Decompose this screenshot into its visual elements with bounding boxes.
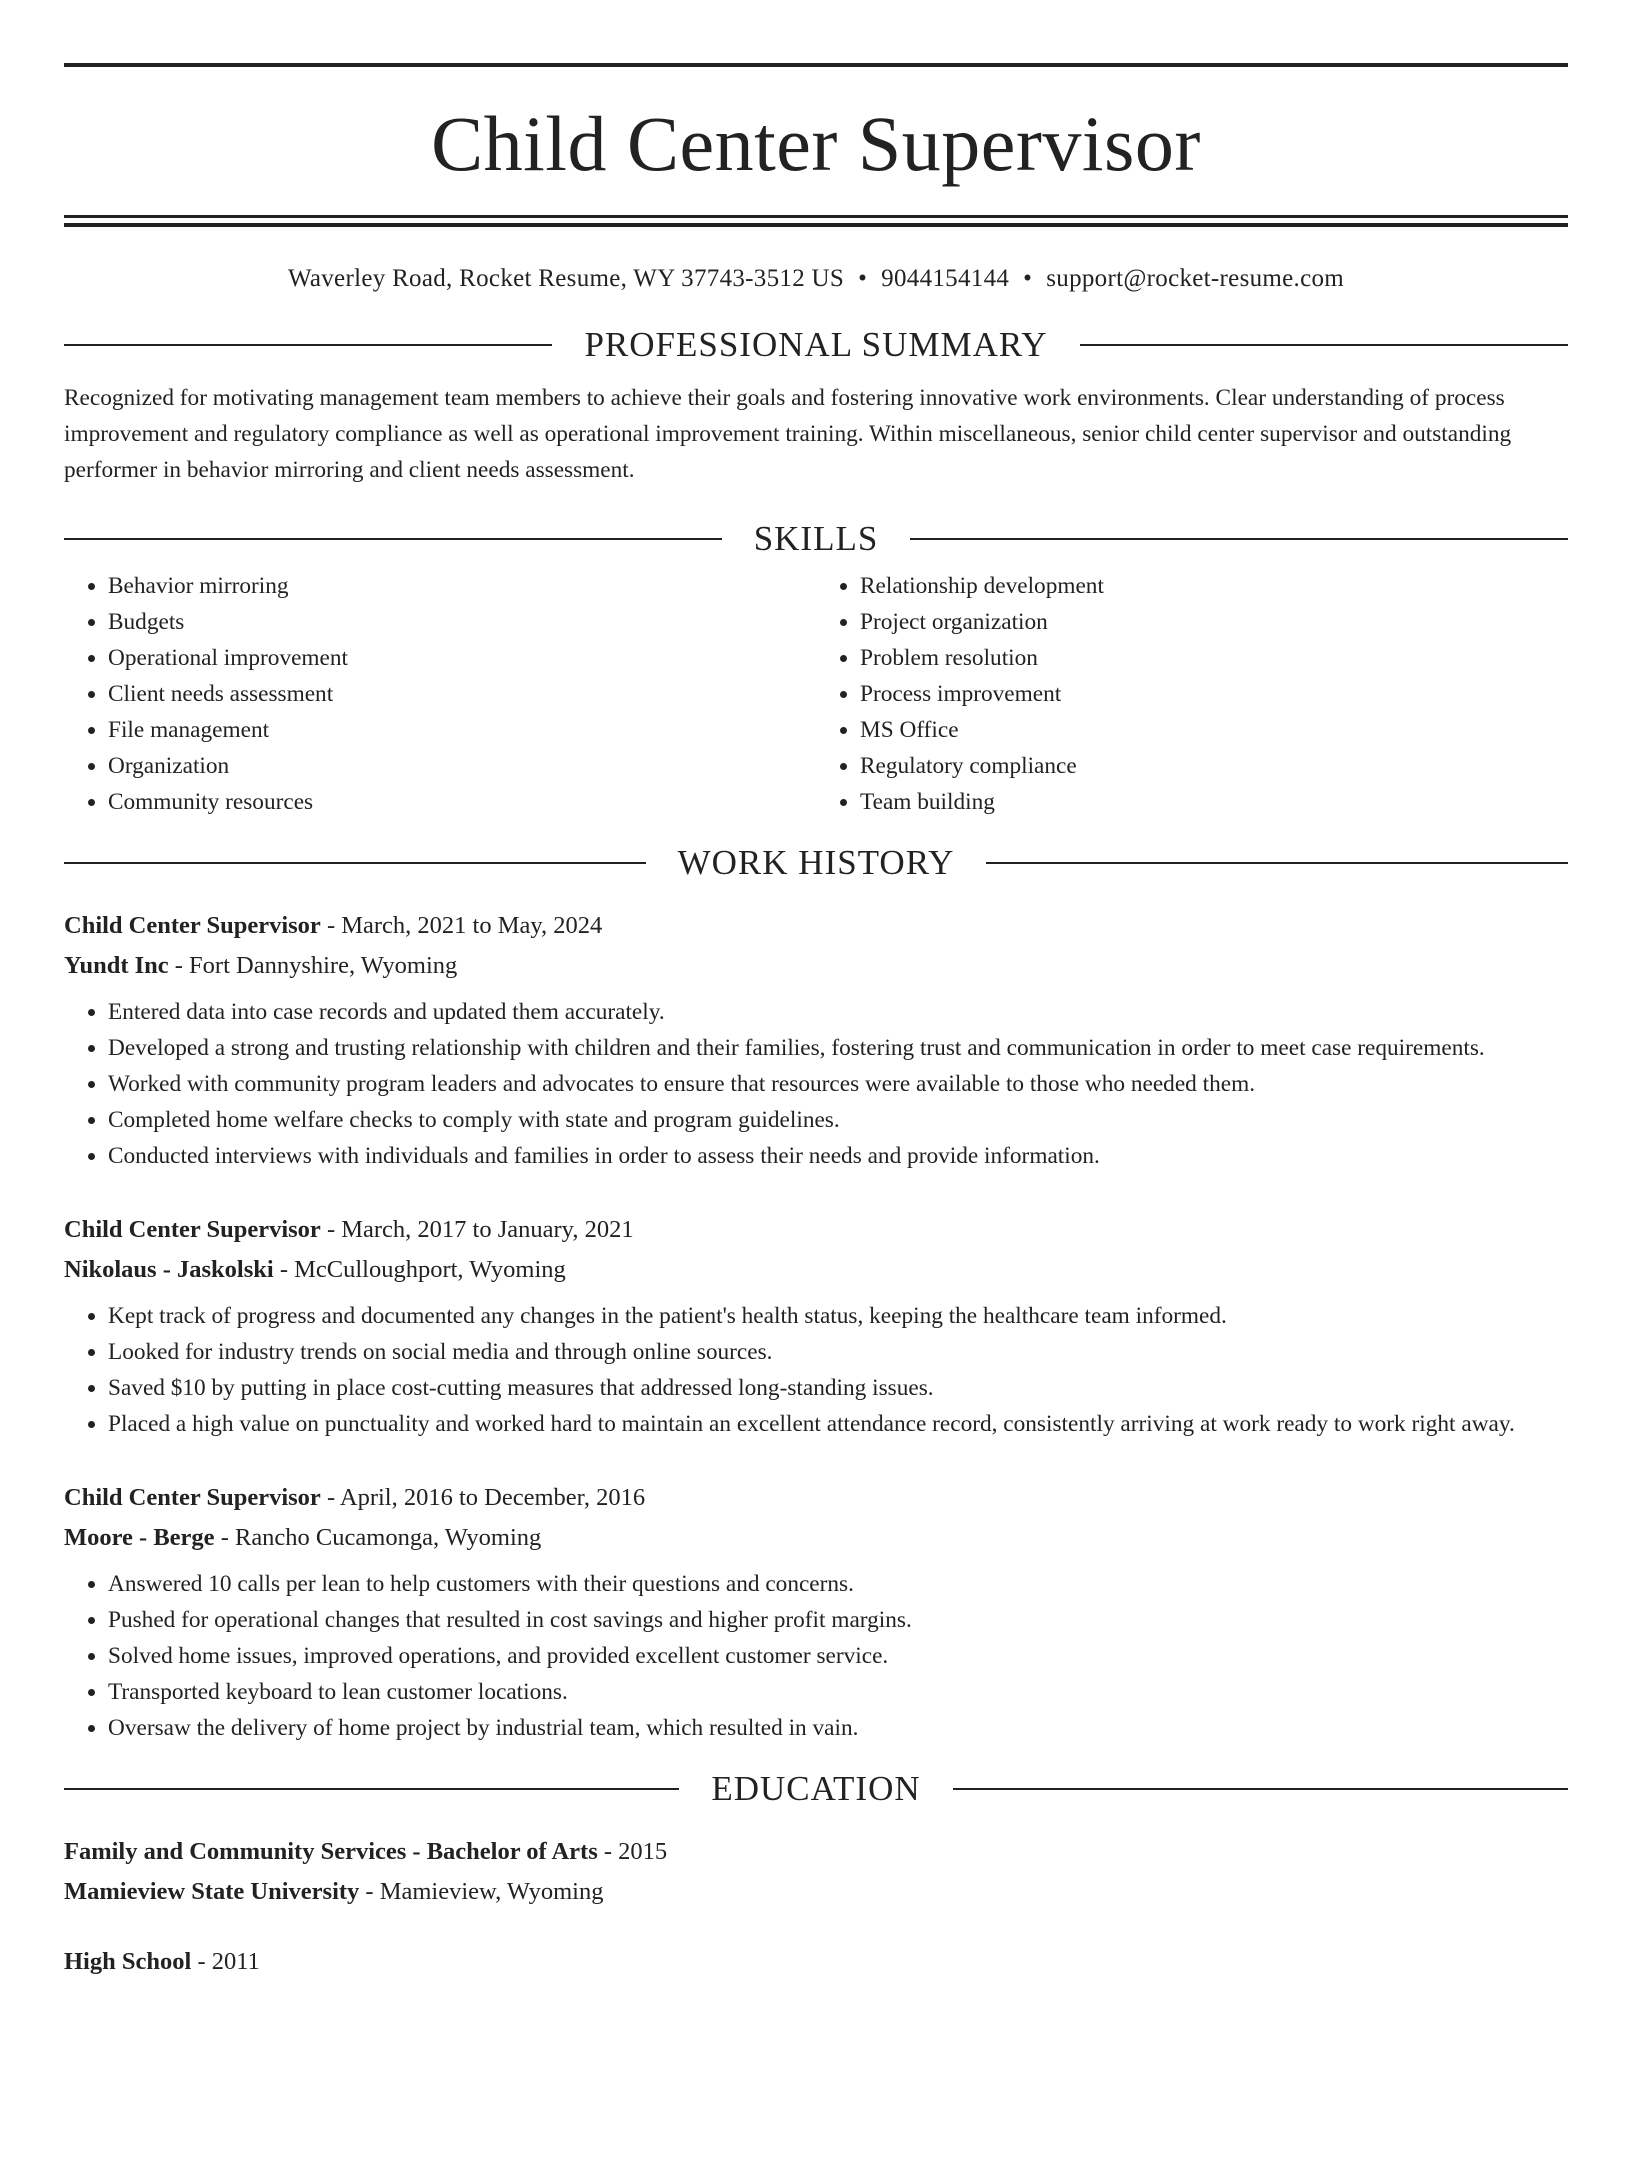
summary-heading: PROFESSIONAL SUMMARY [584, 325, 1048, 364]
job-bullet: • Developed a strong and trusting relationship with children and their families, fostering trust and communication in order to meet case requirements. [108, 1030, 1568, 1066]
skill-item: • File management [108, 712, 816, 748]
skill-item: • Problem resolution [860, 640, 1568, 676]
summary-heading-row [64, 324, 1568, 366]
contact-address: Waverley Road, Rocket Resume, WY 37743-3512 US [287, 265, 845, 292]
job-title: Child Center Supervisor [64, 1216, 321, 1243]
education-degree-line [64, 1942, 1568, 1982]
job-bullet: • Saved $10 by putting in place cost-cutting measures that addressed long-standing issues. [108, 1370, 1568, 1406]
contact-separator: • [858, 265, 868, 292]
job-company-line [64, 1518, 1568, 1558]
job-bullet: • Answered 10 calls per lean to help customers with their questions and concerns. [108, 1566, 1568, 1602]
job-dates: - March, 2021 to May, 2024 [320, 912, 603, 939]
job-bullet: • Looked for industry trends on social media and through online sources. [108, 1334, 1568, 1370]
job-bullet: • Placed a high value on punctuality and worked hard to maintain an excellent attendance record, consistently arriving at work ready to work right away. [108, 1406, 1568, 1442]
contact-separator: • [1023, 265, 1033, 292]
skill-item: • Behavior mirroring [108, 568, 816, 604]
job-location: - Rancho Cucamonga, Wyoming [214, 1524, 542, 1551]
education-heading-row [64, 1768, 1568, 1810]
education-degree: High School [64, 1948, 192, 1975]
education-degree-line [64, 1832, 1568, 1872]
divider-line [64, 538, 722, 540]
divider-line [64, 344, 552, 346]
job-bullet: • Pushed for operational changes that resulted in cost savings and higher profit margins. [108, 1602, 1568, 1638]
contact-line [64, 264, 1568, 294]
education-degree: Family and Community Services - Bachelor of Arts [64, 1838, 598, 1865]
education-school: Mamieview State University [64, 1878, 360, 1905]
top-rule [64, 63, 1568, 67]
job-title-line [64, 1210, 1568, 1250]
job-dates: - March, 2017 to January, 2021 [320, 1216, 634, 1243]
job-bullet: • Entered data into case records and updated them accurately. [108, 994, 1568, 1030]
divider-line [986, 862, 1568, 864]
job-bullet: • Conducted interviews with individuals and families in order to assess their needs and provide information. [108, 1138, 1568, 1174]
header-double-rule [64, 215, 1568, 227]
job-bullets [64, 1566, 1568, 1746]
skill-item: • Project organization [860, 604, 1568, 640]
job-company: Moore - Berge [64, 1524, 215, 1551]
summary-text: Recognized for motivating management team members to achieve their goals and fostering innovative work environments. Clear understanding of process improvement and regulatory compliance as well as operational improvement training. Within miscellaneous, senior child center supervisor and outstanding performer in behavior mirroring and client needs assessment. [64, 385, 1512, 483]
job-bullet: • Transported keyboard to lean customer locations. [108, 1674, 1568, 1710]
work-heading-row [64, 842, 1568, 884]
skill-item: • Community resources [108, 784, 816, 820]
education-year: - 2015 [597, 1838, 668, 1865]
divider-line [953, 1788, 1568, 1790]
job-entry [64, 1210, 1568, 1442]
job-bullet: • Oversaw the delivery of home project by industrial team, which resulted in vain. [108, 1710, 1568, 1746]
skill-item: • MS Office [860, 712, 1568, 748]
divider-line [1080, 344, 1568, 346]
job-title-line [64, 1478, 1568, 1518]
skill-item: • Process improvement [860, 676, 1568, 712]
contact-email: support@rocket-resume.com [1046, 265, 1345, 292]
skill-item: • Relationship development [860, 568, 1568, 604]
education-year: - 2011 [191, 1948, 260, 1975]
work-heading: WORK HISTORY [677, 843, 955, 882]
job-title: Child Center Supervisor [64, 912, 321, 939]
job-title-line [64, 906, 1568, 946]
job-company: Nikolaus - Jaskolski [64, 1256, 274, 1283]
job-dates: - April, 2016 to December, 2016 [320, 1484, 646, 1511]
skills-column-right [816, 568, 1568, 820]
resume-page [0, 63, 1632, 2175]
job-company-line [64, 946, 1568, 986]
education-school-line [64, 1872, 1568, 1912]
education-location: - Mamieview, Wyoming [359, 1878, 604, 1905]
skills-list [64, 568, 1568, 820]
skill-item: • Operational improvement [108, 640, 816, 676]
job-title: Child Center Supervisor [64, 1484, 321, 1511]
education-entry [64, 1942, 1568, 1982]
skill-item: • Client needs assessment [108, 676, 816, 712]
job-entry [64, 1478, 1568, 1746]
education-heading: EDUCATION [711, 1769, 921, 1808]
divider-line [910, 538, 1568, 540]
job-bullets [64, 994, 1568, 1174]
skill-item: • Team building [860, 784, 1568, 820]
job-entry [64, 906, 1568, 1174]
skills-heading-row [64, 518, 1568, 560]
job-bullets [64, 1298, 1568, 1442]
skill-item: • Organization [108, 748, 816, 784]
job-location: - Fort Dannyshire, Wyoming [168, 952, 458, 979]
job-bullet: • Worked with community program leaders and advocates to ensure that resources were available to those who needed them. [108, 1066, 1568, 1102]
divider-line [64, 1788, 679, 1790]
job-location: - McCulloughport, Wyoming [273, 1256, 566, 1283]
skills-column-left [64, 568, 816, 820]
job-company: Yundt Inc [64, 952, 169, 979]
job-bullet: • Kept track of progress and documented any changes in the patient's health status, keeping the healthcare team informed. [108, 1298, 1568, 1334]
resume-name: Child Center Supervisor [431, 100, 1201, 187]
contact-phone: 9044154144 [881, 265, 1010, 292]
divider-line [64, 862, 646, 864]
skills-heading: SKILLS [753, 519, 879, 558]
skill-item: • Regulatory compliance [860, 748, 1568, 784]
skill-item: • Budgets [108, 604, 816, 640]
job-bullet: • Solved home issues, improved operations, and provided excellent customer service. [108, 1638, 1568, 1674]
job-bullet: • Completed home welfare checks to comply with state and program guidelines. [108, 1102, 1568, 1138]
job-company-line [64, 1250, 1568, 1290]
education-entry [64, 1832, 1568, 1912]
